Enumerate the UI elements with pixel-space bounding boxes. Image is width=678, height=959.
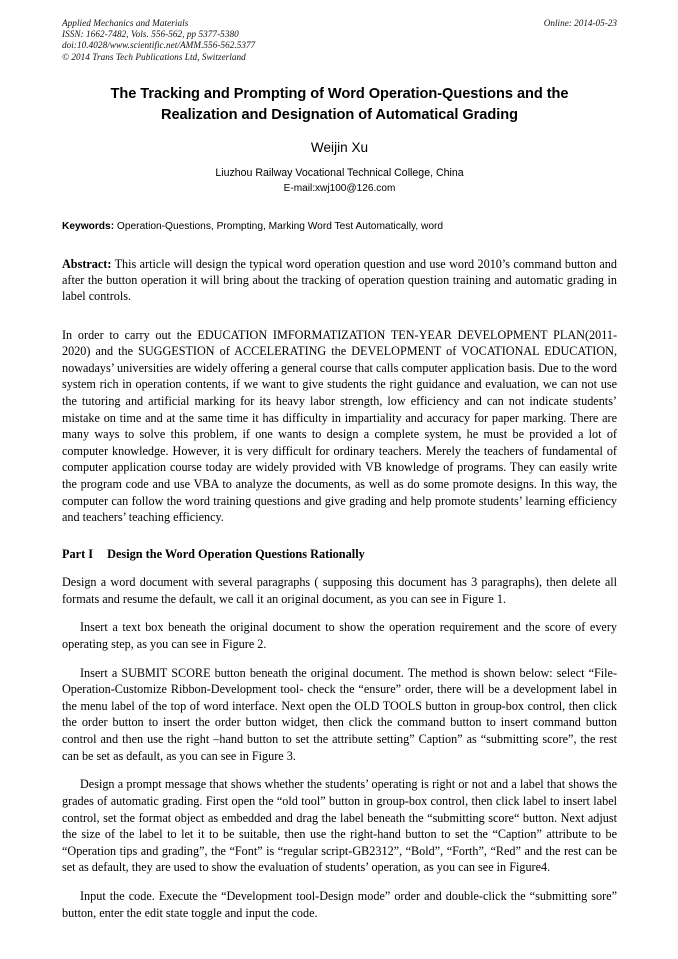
author-name: Weijin Xu [310, 140, 369, 155]
page-title: The Tracking and Prompting of Word Operation-Questions and the Realization and Designation of Automatical Grading [110, 86, 569, 123]
author-affiliation: Liuzhou Railway Vocational Technical College, China [215, 167, 464, 179]
body-paragraph: Insert a SUBMIT SCORE button beneath the original document. The method is shown below: select “File-Operation-Customize Ribbon-Development tool- check the “ensure” order, there will be a development label in the menu label of the top of word interface. Next open the OLD TOOLS button in group-box control, then click the order button to insert the order button widget, then click the command button to insert command button control and then use the right –hand button to set the attribute setting” Caption” as “submitting score”, the rest can be set as default, as you can see in Figure 3. [62, 665, 617, 763]
introduction-paragraph: In order to carry out the EDUCATION IMFORMATIZATION TEN-YEAR DEVELOPMENT PLAN(2011-2020) and the SUGGESTION of ACCELERATING the DEVELOPMENT of VOCATIONAL EDUCATION, nowadays’ universities are widely offering a general course that calls computer application basis. Due to the word system rich in operation contents, if we want to give students the right guidance and evaluation, we can not use the tutoring and artificial marking for its heavy labor strength, low efficiency and can not indicate students’ mistake on time and at the same time it has difficulty in impartiality and accuracy for paper marking. There are many ways to solve this problem, if one wants to design a complete system, he must be provided a lot of computer knowledge. However, it is very difficult for ordinary teachers. Merely the teachers of fundamental of computer application course today are widely provided with VB knowledge of programs. They can easily write the program code and use VBA to analyze the documents, as well as do some promote designs. In this way, the computer can follow the word training questions and give grading and help promote students’ learning efficiency and teachers’ teaching efficiency. [62, 327, 617, 525]
keywords-label: Keywords: [62, 221, 115, 232]
keywords-line [62, 220, 617, 234]
journal-copyright: © 2014 Trans Tech Publications Ltd, Switzerland [62, 51, 246, 62]
journal-issn-volume: ISSN: 1662-7482, Vols. 556-562, pp 5377-5380 [62, 29, 239, 40]
abstract-text: This article will design the typical word operation question and use word 2010’s command button and after the button operation it will bring about the tracking of operation question training and automatic grading in label controls. [62, 257, 617, 304]
journal-doi: doi:10.4028/www.scientific.net/AMM.556-562.5377 [62, 40, 256, 51]
abstract-label: Abstract: [62, 257, 112, 271]
author-email: E-mail:xwj100@126.com [283, 183, 396, 194]
journal-name: Applied Mechanics and Materials [62, 18, 189, 28]
body-paragraph: Design a word document with several paragraphs ( supposing this document has 3 paragraphs), then delete all formats and resume the default, we call it an original document, as you can see in Figure 1. [62, 574, 617, 606]
journal-header [62, 18, 617, 68]
section-title: Design the Word Operation Questions Rationally [107, 546, 365, 561]
journal-header-left [62, 18, 502, 63]
section-heading [62, 546, 617, 562]
body-paragraph: Input the code. Execute the “Development tool-Design mode” order and double-click the “submitting sore” button, enter the edit state toggle and input the code. [62, 889, 617, 920]
online-date: Online: 2014-05-23 [543, 18, 617, 28]
keywords-text: Operation-Questions, Prompting, Marking Word Test Automatically, word [114, 221, 444, 232]
abstract-block [62, 256, 617, 305]
body-paragraph: Design a prompt message that shows whether the students’ operating is right or not and a label that shows the grades of automatic grading. First open the “old tool” button in group-box control, then click label to insert label control, set the format object as embedded and drag the label beneath the “submitting score“ button. Next adjust the size of the label to let it to be suitable, then use the right-hand button to set the “Caption” attribute to be “Operation tips and grading”, the “Font” is “regular script-GB2312”, “Bold”, “Forth”, “Red” and the rest can be set as default, they are used to show the evaluation of students’ operation, as you can see in Figure4. [62, 777, 617, 875]
body-paragraph: Insert a text box beneath the original document to show the operation requirement and the score of every operating step, as you can see in Figure 2. [62, 620, 617, 651]
section-number: Part I [62, 546, 94, 561]
